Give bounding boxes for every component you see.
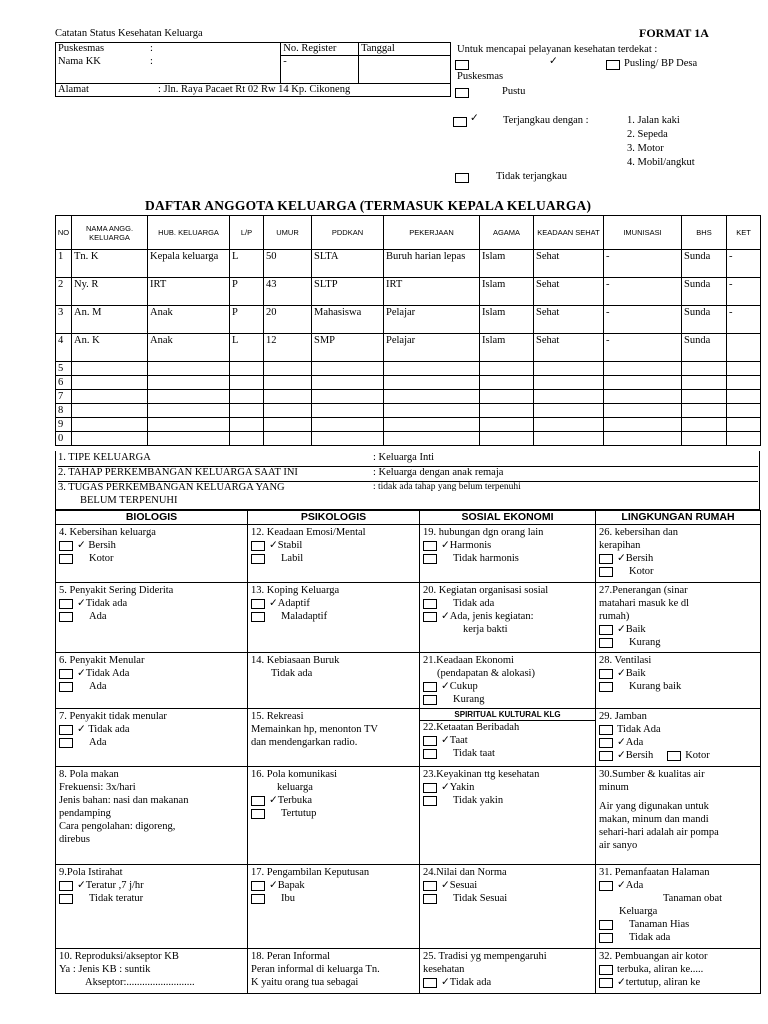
summary-box <box>55 451 760 510</box>
alamat-value: : Jln. Raya Pacaet Rt 02 Rw 14 Kp. Cikoneng <box>158 84 351 95</box>
category-lingkungan-rumah: LINGKUNGAN RUMAH <box>596 511 761 525</box>
item-tradisi-kesehatan: 25. Tradisi yg mempengaruhi kesehatan ✓Tidak ada <box>420 949 596 994</box>
col-pddkan: PDDKAN <box>312 216 384 250</box>
col-bhs: BHS <box>682 216 727 250</box>
item-penyakit-diderita: 5. Penyakit Sering Diderita ✓Tidak ada Ada <box>56 583 248 653</box>
pustu-label: Pustu <box>502 86 526 97</box>
checkbox[interactable] <box>251 599 265 609</box>
checkbox[interactable] <box>599 933 613 943</box>
empty-row: 6 <box>56 376 761 390</box>
empty-row: 0 <box>56 432 761 446</box>
checkbox[interactable] <box>59 612 73 622</box>
checkbox-pustu[interactable] <box>455 88 469 98</box>
document-title: Catatan Status Kesehatan Keluarga <box>55 28 203 39</box>
members-table <box>55 215 761 446</box>
checkbox[interactable] <box>423 978 437 988</box>
col-pekerjaan: PEKERJAAN <box>384 216 480 250</box>
item-ventilasi: 28. Ventilasi ✓Baik Kurang baik <box>596 653 761 709</box>
member-row: 2 Ny. R IRT P 43 SLTP IRT Islam Sehat - Sunda - <box>56 278 761 306</box>
col-hub: HUB. KELUARGA <box>148 216 230 250</box>
checkbox-terjangkau[interactable] <box>453 117 467 127</box>
checkbox[interactable] <box>599 738 613 748</box>
spiritual-kultural-heading: SPIRITUAL KULTURAL KLG <box>420 709 595 721</box>
access-intro: Untuk mencapai pelayanan kesehatan terdekat : <box>457 44 658 55</box>
checkbox[interactable] <box>423 682 437 692</box>
checkbox-tidak-terjangkau[interactable] <box>455 173 469 183</box>
item-kebersihan-kerapihan: 26. kebersihan dan kerapihan ✓Bersih Kotor <box>596 525 761 583</box>
checkbox[interactable] <box>667 751 681 761</box>
item-kebersihan-keluarga: 4. Kebersihan keluarga ✓ Bersih Kotor <box>56 525 248 583</box>
summary-line: 2. TAHAP PERKEMBANGAN KELUARGA SAAT INI : Keluarga dengan anak remaja <box>58 467 758 482</box>
header-table: Puskesmas : No. Register Tanggal Nama KK : - Alamat : Jln. Raya Pacaet Rt 02 Rw 14 Kp. Cikoneng <box>55 42 451 97</box>
puskesmas-option-label: Puskesmas <box>457 71 504 82</box>
tidak-terjangkau-label: Tidak terjangkau <box>496 171 568 182</box>
assessment-grid <box>55 510 761 994</box>
category-psikologis: PSIKOLOGIS <box>248 511 420 525</box>
item-pembuangan-air-kotor: 32. Pembuangan air kotor terbuka, aliran ke..... ✓tertutup, aliran ke <box>596 949 761 994</box>
puskesmas-label: Puskesmas <box>58 43 105 54</box>
format-label: FORMAT 1A <box>639 26 709 40</box>
checkbox[interactable] <box>599 920 613 930</box>
pusling-label: Pusling/ BP Desa <box>624 58 698 69</box>
item-peran-informal: 18. Peran Informal Peran informal di keluarga Tn. K yaitu orang tua sebagai <box>248 949 420 994</box>
checkbox[interactable] <box>251 541 265 551</box>
col-nama: NAMA ANGG. KELUARGA <box>72 216 148 250</box>
col-umur: UMUR <box>264 216 312 250</box>
transport-mode: 1. Jalan kaki <box>627 115 680 126</box>
tanggal-value <box>359 56 451 84</box>
no-register-value: - <box>281 56 359 84</box>
checkbox[interactable] <box>423 554 437 564</box>
item-ketaatan-beribadah: SPIRITUAL KULTURAL KLG 22.Ketaatan Beribadah ✓Taat Tidak taat <box>420 709 596 767</box>
transport-mode: 2. Sepeda <box>627 129 668 140</box>
item-jamban: 29. Jamban Tidak Ada ✓Ada ✓Bersih Kotor <box>596 709 761 767</box>
checkbox[interactable] <box>251 881 265 891</box>
empty-row: 5 <box>56 362 761 376</box>
col-keadaan-sehat: KEADAAN SEHAT <box>534 216 604 250</box>
item-kebiasaan-buruk: 14. Kebiasaan Buruk Tidak ada <box>248 653 420 709</box>
checkbox[interactable] <box>251 894 265 904</box>
checkbox[interactable] <box>251 612 265 622</box>
col-ket: KET <box>727 216 761 250</box>
member-row: 4 An. K Anak L 12 SMP Pelajar Islam Sehat - Sunda <box>56 334 761 362</box>
checkbox[interactable] <box>599 567 613 577</box>
item-hubungan-orang-lain: 19. hubungan dgn orang lain ✓Harmonis Tidak harmonis <box>420 525 596 583</box>
summary-line: 3. TUGAS PERKEMBANGAN KELUARGA YANG BELUM TERPENUHI : tidak ada tahap yang belum terpenuhi <box>58 482 521 506</box>
checkbox[interactable] <box>599 554 613 564</box>
checkbox[interactable] <box>59 881 73 891</box>
member-row: 3 An. M Anak P 20 Mahasiswa Pelajar Islam Sehat - Sunda - <box>56 306 761 334</box>
checkbox[interactable] <box>423 599 437 609</box>
terjangkau-check: ✓ <box>470 113 479 124</box>
checkbox[interactable] <box>599 669 613 679</box>
checkbox[interactable] <box>59 669 73 679</box>
item-keadaan-ekonomi: 21.Keadaan Ekonomi (pendapatan & alokasi) ✓Cukup Kurang <box>420 653 596 709</box>
item-keyakinan-kesehatan: 23.Keyakinan ttg kesehatan ✓Yakin Tidak yakin <box>420 767 596 865</box>
empty-row: 7 <box>56 390 761 404</box>
category-sosial-ekonomi: SOSIAL EKONOMI <box>420 511 596 525</box>
checkbox[interactable] <box>59 554 73 564</box>
item-penyakit-tidak-menular: 7. Penyakit tidak menular ✓ Tidak ada Ada <box>56 709 248 767</box>
item-koping-keluarga: 13. Koping Keluarga ✓Adaptif Maladaptif <box>248 583 420 653</box>
transport-mode: 3. Motor <box>627 143 664 154</box>
checkbox[interactable] <box>251 796 265 806</box>
checkbox[interactable] <box>423 796 437 806</box>
checkbox[interactable] <box>599 751 613 761</box>
no-register-label: No. Register <box>281 43 359 56</box>
checkbox[interactable] <box>599 638 613 648</box>
checkbox[interactable] <box>599 625 613 635</box>
checkbox[interactable] <box>59 894 73 904</box>
checkbox[interactable] <box>599 682 613 692</box>
checkbox[interactable] <box>599 965 613 975</box>
summary-line: 1. TIPE KELUARGA : Keluarga Inti <box>58 452 758 467</box>
item-penerangan: 27.Penerangan (sinar matahari masuk ke dl rumah) ✓Baik Kurang <box>596 583 761 653</box>
checkbox[interactable] <box>423 612 437 622</box>
checkbox[interactable] <box>59 541 73 551</box>
transport-mode: 4. Mobil/angkut <box>627 157 695 168</box>
checkbox[interactable] <box>59 682 73 692</box>
checkbox[interactable] <box>59 599 73 609</box>
checkbox[interactable] <box>423 783 437 793</box>
item-pola-komunikasi: 16. Pola komunikasi keluarga ✓Terbuka Tertutup <box>248 767 420 865</box>
item-sumber-air: 30.Sumber & kualitas air minum Air yang digunakan untuk makan, minum dan mandi sehari-hari adalah air pompa air sanyo <box>596 767 761 865</box>
checkbox-puskesmas[interactable] <box>455 60 469 70</box>
item-rekreasi: 15. Rekreasi Memainkan hp, menonton TV dan mendengarkan radio. <box>248 709 420 767</box>
checkbox[interactable] <box>599 881 613 891</box>
tanggal-label: Tanggal <box>359 43 451 56</box>
checkbox[interactable] <box>599 978 613 988</box>
item-organisasi-sosial: 20. Kegiatan organisasi sosial Tidak ada ✓Ada, jenis kegiatan: kerja bakti <box>420 583 596 653</box>
item-pemanfaatan-halaman: 31. Pemanfaatan Halaman ✓Ada Tanaman obat Keluarga Tanaman Hias Tidak ada <box>596 865 761 949</box>
checkbox[interactable] <box>423 695 437 705</box>
item-pola-makan: 8. Pola makan Frekuensi: 3x/hari Jenis bahan: nasi dan makanan pendamping Cara pengolahan: digoreng, direbus <box>56 767 248 865</box>
category-biologis: BIOLOGIS <box>56 511 248 525</box>
item-penyakit-menular: 6. Penyakit Menular ✓Tidak Ada Ada <box>56 653 248 709</box>
item-reproduksi-kb: 10. Reproduksi/akseptor KB Ya : Jenis KB : suntik Akseptor:.......................... <box>56 949 248 994</box>
checkbox[interactable] <box>423 541 437 551</box>
checkbox[interactable] <box>423 894 437 904</box>
checkbox[interactable] <box>59 738 73 748</box>
checkbox[interactable] <box>423 881 437 891</box>
checkbox[interactable] <box>423 749 437 759</box>
col-imunisasi: IMUNISASI <box>604 216 682 250</box>
member-row: 1 Tn. K Kepala keluarga L 50 SLTA Buruh harian lepas Islam Sehat - Sunda - <box>56 250 761 278</box>
alamat-label: Alamat <box>58 84 89 95</box>
item-nilai-norma: 24.Nilai dan Norma ✓Sesuai Tidak Sesuai <box>420 865 596 949</box>
checkbox[interactable] <box>599 725 613 735</box>
col-no: NO <box>56 216 72 250</box>
members-title: DAFTAR ANGGOTA KELUARGA (TERMASUK KEPALA KELUARGA) <box>145 198 592 213</box>
puskesmas-check: ✓ <box>549 56 558 67</box>
item-keadaan-emosi: 12. Keadaan Emosi/Mental ✓Stabil Labil <box>248 525 420 583</box>
empty-row: 9 <box>56 418 761 432</box>
terjangkau-label: Terjangkau dengan : <box>503 115 589 126</box>
checkbox[interactable] <box>59 725 73 735</box>
nama-kk-label: Nama KK <box>58 55 101 67</box>
checkbox[interactable] <box>251 809 265 819</box>
checkbox-pusling[interactable] <box>606 60 620 70</box>
col-agama: AGAMA <box>480 216 534 250</box>
checkbox[interactable] <box>423 736 437 746</box>
empty-row: 8 <box>56 404 761 418</box>
col-lp: L/P <box>230 216 264 250</box>
checkbox[interactable] <box>251 554 265 564</box>
item-pengambilan-keputusan: 17. Pengambilan Keputusan ✓Bapak Ibu <box>248 865 420 949</box>
item-pola-istirahat: 9.Pola Istirahat ✓Teratur ,7 j/hr Tidak teratur <box>56 865 248 949</box>
